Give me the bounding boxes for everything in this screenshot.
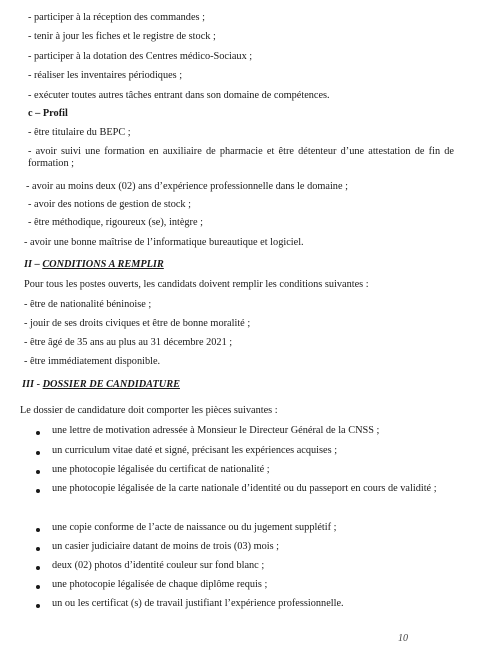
section-number: III - — [22, 379, 43, 390]
profil-heading: c – Profil — [28, 108, 68, 119]
section-title: DOSSIER DE CANDIDATURE — [42, 379, 180, 390]
bullet-icon — [36, 528, 40, 532]
profil-item: - être méthodique, rigoureux (se), intègre ; — [28, 217, 203, 228]
page-number: 10 — [398, 633, 408, 644]
profil-item: - être titulaire du BEPC ; — [28, 127, 131, 138]
bullet-icon — [36, 585, 40, 589]
profil-item: - avoir des notions de gestion de stock ; — [28, 199, 192, 210]
profil-item: - avoir suivi une formation en auxiliaire de pharmacie et être détenteur d’une attestation de fin de formation ; — [28, 146, 454, 170]
bullet-icon — [36, 451, 40, 455]
bullet-icon — [36, 566, 40, 570]
condition-item: - être de nationalité béninoise ; — [24, 299, 152, 310]
dossier-item: une photocopie légalisée de la carte nationale d’identité ou du passeport en cours de validité ; — [52, 483, 437, 494]
task-item: - tenir à jour les fiches et le registre de stock ; — [28, 31, 216, 42]
dossier-item: un ou les certificat (s) de travail justifiant l’expérience professionnelle. — [52, 598, 344, 609]
dossier-intro: Le dossier de candidature doit comporter les pièces suivantes : — [20, 405, 278, 416]
profil-item: - avoir une bonne maîtrise de l’informatique bureautique et logiciel. — [24, 237, 304, 248]
profil-item: - avoir au moins deux (02) ans d’expérience professionnelle dans le domaine ; — [26, 181, 348, 192]
dossier-item: une photocopie légalisée de chaque diplôme requis ; — [52, 579, 268, 590]
section-number: II – — [24, 259, 43, 270]
task-item: - participer à la dotation des Centres médico-Sociaux ; — [28, 51, 253, 62]
section-heading-conditions — [24, 259, 164, 271]
task-item: - participer à la réception des commandes ; — [28, 12, 205, 23]
dossier-item: deux (02) photos d’identité couleur sur fond blanc ; — [52, 560, 265, 571]
section-title: CONDITIONS A REMPLIR — [42, 259, 164, 270]
task-item: - exécuter toutes autres tâches entrant dans son domaine de compétences. — [28, 90, 330, 101]
bullet-icon — [36, 604, 40, 608]
bullet-icon — [36, 547, 40, 551]
dossier-item: un curriculum vitae daté et signé, précisant les expériences acquises ; — [52, 445, 338, 456]
dossier-item: une lettre de motivation adressée à Monsieur le Directeur Général de la CNSS ; — [52, 425, 380, 436]
dossier-item: un casier judiciaire datant de moins de trois (03) mois ; — [52, 541, 280, 552]
bullet-icon — [36, 470, 40, 474]
condition-item: - être âgé de 35 ans au plus au 31 décembre 2021 ; — [24, 337, 233, 348]
bullet-icon — [36, 431, 40, 435]
task-item: - réaliser les inventaires périodiques ; — [28, 70, 183, 81]
dossier-item: une copie conforme de l’acte de naissance ou du jugement supplétif ; — [52, 522, 337, 533]
section-heading-dossier — [22, 379, 180, 391]
conditions-intro: Pour tous les postes ouverts, les candidats doivent remplir les conditions suivantes : — [24, 279, 369, 290]
condition-item: - jouir de ses droits civiques et être de bonne moralité ; — [24, 318, 251, 329]
bullet-icon — [36, 489, 40, 493]
condition-item: - être immédiatement disponible. — [24, 356, 161, 367]
dossier-item: une photocopie légalisée du certificat de nationalité ; — [52, 464, 270, 475]
